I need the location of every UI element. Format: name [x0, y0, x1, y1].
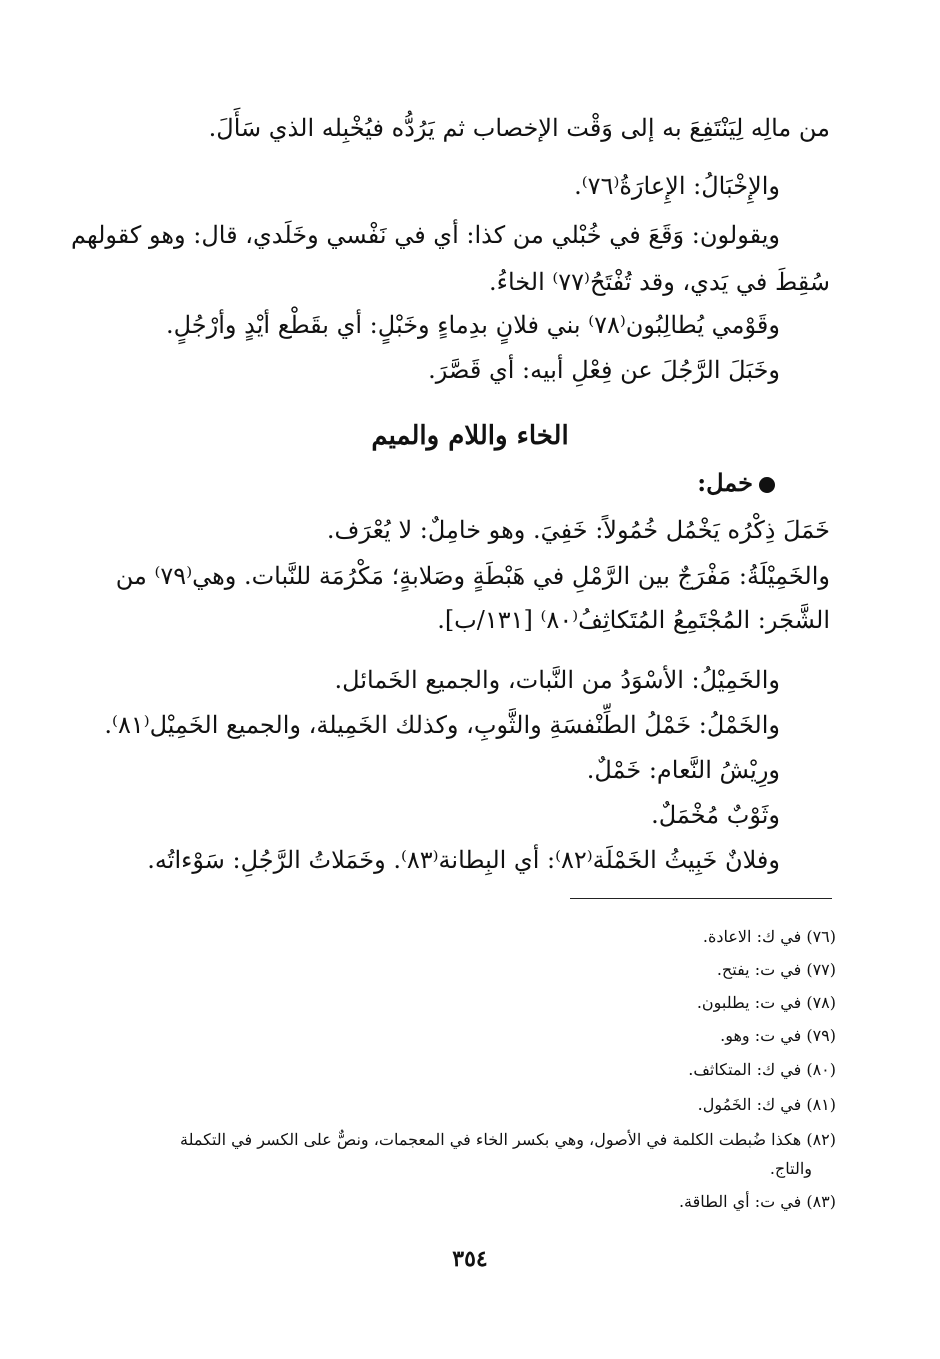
text-line: والخَمِيْلُ: الأسْوَدُ من النَّبات، والجميع الخَمائل. — [334, 666, 780, 694]
text-line: خَمَلَ ذِكْرُه يَخْمُل خُمُولاً: خَفِيَ. وهو خامِلٌ: لا يُعْرَف. — [326, 516, 830, 544]
text-line: ورِيْشُ النَّعام: خَمْلٌ. — [586, 756, 780, 784]
text-line: وثَوْبٌ مُخْمَلٌ. — [651, 801, 780, 829]
bullet-dot-icon — [759, 477, 775, 493]
section-heading: الخاء واللام والميم — [371, 421, 569, 451]
footnote: (٨٠) في ك: المتكاثف. — [688, 1060, 836, 1079]
text-line: ويقولون: وَقَعَ في خُبْلي من كذا: أي في نَفْسي وخَلَدي، قال: وهو كقولهم — [71, 221, 780, 249]
footnote: (٧٨) في ت: يطلبون. — [696, 993, 836, 1012]
text-line: وفلانٌ خَبِيثُ الخَمْلَة⁽٨٢⁾: أي البِطانة⁽٨٣⁾. وخَمَلاتُ الرَّجُلِ: سَوْءاتُه. — [147, 846, 780, 874]
footnote: (٧٧) في ت: يفتح. — [716, 960, 836, 979]
footnote: (٨١) في ك: الخَمُول. — [697, 1095, 836, 1114]
text-line: من مالِه لِيَنْتَفِعَ به إلى وَقْت الإخصاب ثم يَرُدُّه فيُخْبِله الذي سَأَلَ. — [208, 114, 830, 142]
footnote: (٧٦) في ك: الاعادة. — [702, 927, 836, 946]
text-line: سُقِطَ في يَدي، وقد تُفْتَحُ⁽٧٧⁾ الخاءُ. — [489, 268, 830, 296]
page-number: ٣٥٤ — [452, 1246, 488, 1272]
footnote-divider — [570, 898, 832, 899]
footnote-continuation: والتاج. — [769, 1159, 812, 1178]
footnote: (٧٩) في ت: وهو. — [720, 1026, 836, 1045]
text-line: والخَمِيْلَةُ: مَفْرَجٌ بين الرَّمْلِ في هَبْطَةٍ وصَلابةٍ؛ مَكْرُمَة للنَّبات. وهي⁽٧٩⁾ من — [115, 562, 830, 590]
text-line: وقَوْمي يُطالِبُون⁽٧٨⁾ بني فلانٍ بدِماءٍ وخَبْلٍ: أي بقَطْع أيْدٍ وأرْجُلٍ. — [166, 311, 780, 339]
root-entry — [697, 463, 775, 503]
text-line: وخَبَلَ الرَّجُلَ عن فِعْلِ أبيه: أي قَصَّرَ. — [428, 356, 780, 384]
footnote: (٨٢) هكذا ضُبطت الكلمة في الأصول، وهي بكسر الخاء في المعجمات، ونصٌّ على الكسر في التكملة — [179, 1130, 836, 1149]
footnote: (٨٣) في ت: أي الطاقة. — [678, 1192, 836, 1211]
text-line: والإِخْبَالُ: الإِعارَةُ⁽٧٦⁾. — [574, 172, 780, 200]
text-line: والخَمْلُ: خَمْلُ الطِّنْفسَةِ والثَّوبِ، وكذلك الخَمِيلة، والجميع الخَمِيْل⁽٨١⁾. — [104, 711, 780, 739]
text-line: الشَّجَر: المُجْتَمِعُ المُتَكاثِفُ⁽٨٠⁾ [١٣١/ب]. — [437, 606, 830, 634]
root-label: خمل: — [697, 468, 753, 497]
